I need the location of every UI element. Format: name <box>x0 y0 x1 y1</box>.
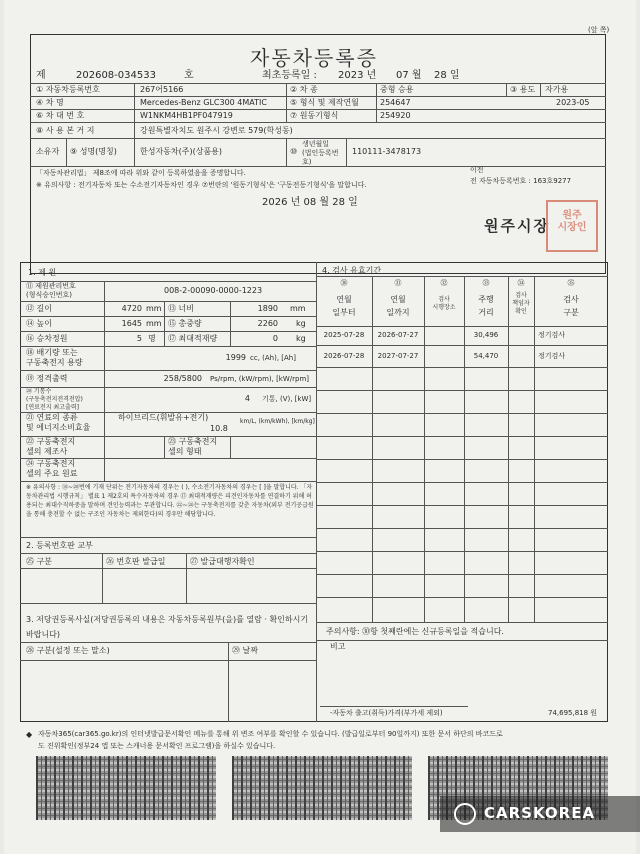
power: 258/5800 <box>163 374 202 383</box>
insp-row-1-from: 2025-07-28 <box>323 331 365 339</box>
usage-label: ③ 용도 <box>510 85 536 94</box>
insp-row-2-mileage: 54,470 <box>473 352 499 360</box>
vehicle-reg-no-label: ① 자동차등록번호 <box>36 85 100 94</box>
spec-header: 1. 제 원 <box>28 268 57 277</box>
insp-col-from: 연월 일부터 <box>332 295 356 317</box>
prev-reg-no: 전 자동차등록번호 : 163호9277 <box>470 177 572 185</box>
engine-type: 254920 <box>380 111 411 120</box>
width-label: ⑬ 너비 <box>168 304 194 313</box>
manufacture-date: 2023-05 <box>556 98 590 107</box>
insp-col-check: 검사 책임자 확인 <box>512 292 530 315</box>
first-reg-month: 07 월 <box>396 70 422 81</box>
model-date-label: ⑤ 형식 및 제작연월 <box>290 98 359 107</box>
insp-col-num-place: ㉜ <box>440 279 448 287</box>
vehicle-name: Mercedes-Benz GLC300 4MATIC <box>140 98 267 107</box>
power-unit: Ps/rpm, (kW/rpm), [kW/rpm] <box>210 375 310 383</box>
insp-col-num-check: ㉞ <box>517 279 525 287</box>
reg-no: 202608-034533 <box>76 70 156 81</box>
fuel-type: 하이브리드(휘발유+전기) <box>118 413 209 422</box>
model-code: 254647 <box>380 98 411 107</box>
remarks-label: 비고 <box>330 642 346 651</box>
spec-id-label: ⑪ 제원관리번호 (형식승인번호) <box>26 282 76 299</box>
insp-row-1-type: 정기검사 <box>538 331 566 339</box>
insp-col-mileage: 주행 거리 <box>478 295 494 317</box>
spec-note: ※ 유의사항 : ⑱~⑳번에 기재 단위는 전기자동차의 경우는 ( ), 수소전기자동차의 경우는 [ ]을 말합니다. 「자동차관리법 시행규칙」 별표 1 제2호의 특수자동차의 경우 ⑰ 최대적재량은 피견인자동차를 연결하기 위해 허용되는 최대수직하중을 말하며 견인능력과는 무관합니다. ㉒~㉔는 구동축전지를 갖춘 자동차(외부 전기공급원을 통해 충전할 수 없는 구조인 자동차는 제외한다)의 경우만 해당합니다. <box>26 484 314 518</box>
insp-col-type: 검사 구분 <box>563 295 579 317</box>
reg-no-suffix: 호 <box>184 70 194 81</box>
battery-material-label: ㉔ 구동축전지 셀의 주요 원료 <box>26 459 78 478</box>
insp-row-2-to: 2027-07-27 <box>377 352 419 360</box>
ev-notice: ※ 유의사항 : 전기자동차 또는 수소전기자동차인 경우 ⑦번란의 '원동기형식'은 '구동전동기형식'을 말합니다. <box>36 181 367 189</box>
owner-id: 110111-3478173 <box>352 147 422 156</box>
inspection-header: 4. 검사 유효기간 <box>322 266 382 275</box>
transfer-label: 이전 <box>470 166 484 174</box>
battery-maker-label: ㉒ 구동축전지 셀의 제조사 <box>26 437 76 456</box>
insp-row-2-type: 정기검사 <box>538 352 566 360</box>
owner-id-label: 생년월일 (법인등록번호) <box>302 140 339 166</box>
first-reg-day: 28 일 <box>434 70 460 81</box>
insp-col-num-type: ㉟ <box>567 279 575 287</box>
gross-weight-unit: kg <box>296 319 306 328</box>
displacement-unit: cc, (Ah), [Ah] <box>250 354 296 362</box>
price-value: 74,695,818 원 <box>548 709 598 717</box>
height: 1645 <box>121 319 142 328</box>
fuel-efficiency-unit: km/L, (km/kWh), [km/kg] <box>240 418 315 425</box>
usage: 자가용 <box>545 85 569 94</box>
fuel-label: ㉑ 연료의 종류 및 에너지소비효율 <box>26 413 91 432</box>
engine-type-label: ⑦ 원동기형식 <box>290 111 339 120</box>
owner-label: 소유자 <box>36 147 60 156</box>
owner-name: 한성자동차(주)(상품용) <box>140 147 223 156</box>
displacement-label: ⑱ 배기량 또는 구동축전지 용량 <box>26 348 83 367</box>
cylinders-label: ⑳ 기통수 (구동축전지전격전압) [연료전지 최고출력] <box>26 388 83 411</box>
length-label: ⑫ 길이 <box>26 304 52 313</box>
seating: 5 <box>136 334 142 343</box>
mortgage-col-date: ㉙ 날짜 <box>232 646 258 655</box>
plate-header: 2. 등록번호판 교부 <box>26 541 93 550</box>
vehicle-reg-no: 267어5166 <box>140 85 184 94</box>
owner-name-label: ⑨ 성명(명칭) <box>70 147 117 156</box>
barcode-1 <box>36 756 216 820</box>
spec-id: 008-2-00090-0000-1223 <box>164 286 263 295</box>
length-unit: mm <box>146 304 162 313</box>
footer-bullet: ◆ <box>26 730 33 739</box>
width: 1890 <box>257 304 278 313</box>
max-load: 0 <box>272 334 278 343</box>
vin: W1NKM4HB1PF047919 <box>140 111 233 120</box>
cylinders-unit: 기통, (V), [kW] <box>262 395 312 403</box>
plate-col-agent: ㉗ 발급대행자확인 <box>190 557 255 566</box>
displacement: 1999 <box>225 353 246 362</box>
insp-col-num-mileage: ㉝ <box>482 279 490 287</box>
cylinders: 4 <box>244 394 250 403</box>
seating-label: ⑯ 승차정원 <box>26 334 68 343</box>
fuel-efficiency: 10.8 <box>210 424 228 433</box>
issuer: 원주시장 <box>484 217 550 235</box>
legal-notice: 「자동차관리법」 제8조에 따라 위와 같이 등록하였음을 증명합니다. <box>36 169 246 177</box>
first-reg-label: 최초등록일 : <box>262 70 317 81</box>
vehicle-name-label: ④ 차 명 <box>36 98 64 107</box>
issue-date: 2026 년 08 월 28 일 <box>262 197 358 208</box>
insp-row-1-mileage: 30,496 <box>473 331 499 339</box>
vin-label: ⑥ 차 대 번 호 <box>36 111 85 120</box>
carskorea-logo-icon <box>454 803 476 825</box>
insp-row-2-from: 2026-07-28 <box>323 352 365 360</box>
mortgage-col-type: ㉘ 구분(설정 또는 말소) <box>26 646 110 655</box>
gross-weight-label: ⑮ 총중량 <box>168 319 202 328</box>
height-unit: mm <box>146 319 162 328</box>
footer-line-1: 자동차365(car365.go.kr)의 인터넷발급문서확인 메뉴를 통해 위 변조 여부를 확인할 수 있습니다. (발급일로부터 90일까지) 또한 문서 하단의 바코드로 <box>38 730 503 738</box>
insp-col-to: 연월 일까지 <box>386 295 410 317</box>
mortgage-header: 3. 저당권등록사실(저당권등록의 내용은 자동차등록원부(을)를 열람 · 확인하시기 바랍니다) <box>26 615 309 639</box>
insp-col-num-from: ㉚ <box>340 279 348 287</box>
length: 4720 <box>121 304 142 313</box>
official-seal: 원주 시장인 <box>546 200 598 252</box>
plate-col-date: ㉖ 번호판 발급일 <box>106 557 166 566</box>
seating-unit: 명 <box>148 334 156 343</box>
height-label: ⑭ 높이 <box>26 319 52 328</box>
document-title: 자동차등록증 <box>250 46 378 70</box>
insp-col-num-to: ㉛ <box>394 279 402 287</box>
reg-no-label: 제 <box>36 70 46 81</box>
watermark-text: CARSKOREA <box>484 804 596 822</box>
barcode-2 <box>232 756 412 820</box>
owner-id-num: ⑩ <box>290 147 298 156</box>
vehicle-type-label: ② 차 종 <box>290 85 318 94</box>
plate-col-type: ㉕ 구분 <box>26 557 52 566</box>
battery-form-label: ㉓ 구동축전지 셀의 형태 <box>168 437 218 456</box>
gross-weight: 2260 <box>257 319 278 328</box>
base-location-label: ⑧ 사 용 본 거 지 <box>36 126 95 135</box>
width-unit: mm <box>290 304 306 313</box>
first-reg-year: 2023 년 <box>338 70 377 81</box>
power-label: ⑲ 정격출력 <box>26 374 68 383</box>
vehicle-type: 중형 승용 <box>380 85 414 94</box>
max-load-unit: kg <box>296 334 306 343</box>
caution-note: 주의사항: ㉚항 첫째란에는 신규등록일을 적습니다. <box>326 627 504 636</box>
insp-col-place: 검사 시행장소 <box>432 296 456 311</box>
page-label: (앞 쪽) <box>588 26 610 34</box>
base-location: 강원특별자치도 원주시 강변로 579(학성동) <box>140 126 293 135</box>
max-load-label: ⑰ 최대적재량 <box>168 334 218 343</box>
footer-line-2: 도 진위확인(정부24 앱 또는 스캐너용 문서확인 프로그램)을 하실수 있습니다. <box>38 742 276 750</box>
price-label: -자동차 출고(취득)가격(부가세 제외) <box>330 709 443 717</box>
insp-row-1-to: 2026-07-27 <box>377 331 419 339</box>
